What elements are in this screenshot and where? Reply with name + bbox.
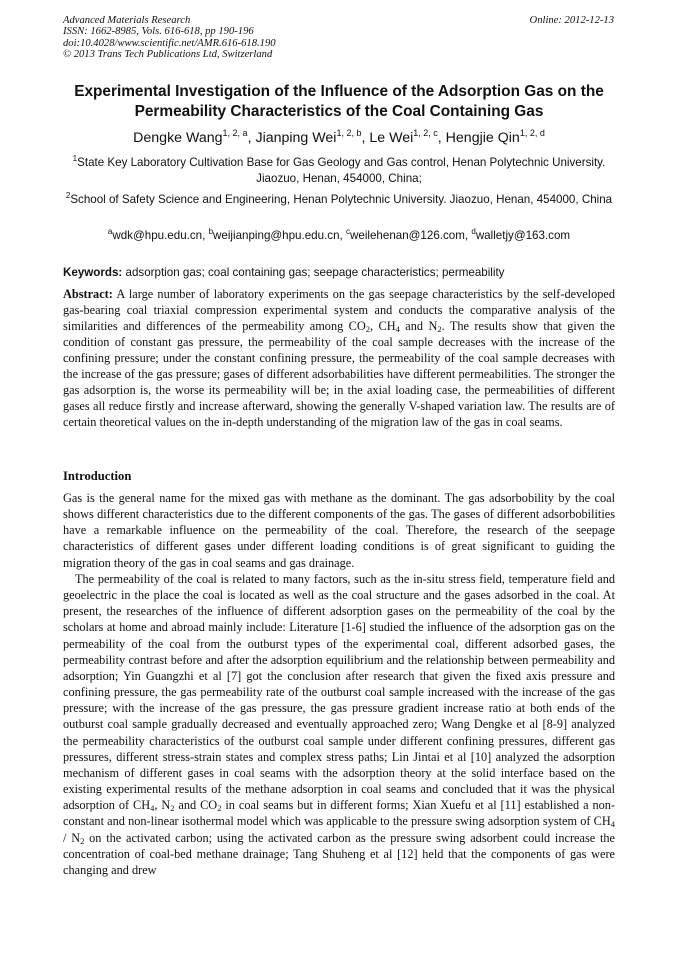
keywords (63, 265, 615, 280)
email-mark: c (346, 227, 350, 236)
email-mark: d (471, 227, 476, 236)
paragraph-text: in coal seams but in different forms; Xian Xuefu et al [11] established a non-constant and non-linear isothermal model which was applicable to the pressure swing adsorption system of CH (63, 798, 616, 829)
author-name: Le Wei (369, 130, 414, 146)
subscript: 2 (217, 803, 222, 814)
paper-title: Experimental Investigation of the Influence of the Adsorption Gas on the Permeability Characteristics of the Coal Containing Gas (74, 83, 604, 120)
abstract-text: and N (399, 319, 438, 333)
journal-name: Advanced Materials Research (63, 15, 191, 26)
section-heading-introduction: Introduction (63, 469, 132, 483)
paragraph-text: , N (154, 798, 171, 813)
journal-header (63, 15, 276, 61)
affil-text: State Key Laboratory Cultivation Base for Gas Geology and Gas control, Henan Polytechnic University. Jiaozuo, Henan, 454000, China; (77, 156, 606, 185)
affil-mark: 2 (65, 191, 71, 200)
abstract-text: , CH (370, 319, 396, 333)
subscript: 4 (610, 819, 615, 830)
paragraph-text: / N (63, 830, 81, 845)
subscript: 2 (437, 324, 442, 334)
author-affil-mark: 1, 2, a (222, 128, 248, 138)
intro-paragraph-2 (63, 571, 615, 878)
subscript: 2 (365, 324, 371, 334)
issn-line: ISSN: 1662-8985, Vols. 616-618, pp 190-196 (63, 26, 254, 38)
email-link[interactable]: weilehenan@126.com (350, 229, 465, 242)
subscript: 4 (150, 803, 155, 814)
abstract-text: . The results show that given the condition of constant gas pressure, the permeability of the coal sample decreases with the increase of the confining pressure; under the constant confining pressure, the permeability of the coal sample decreases with the increase of the gas pressure; gases of different adsorbabilities have different permeabilities. The stronger the gas adsorption is, the worse its permeability will be; in the axial loading case, the permeabilities of different gases all reduce firstly and increase afterward, showing the generally V-shaped variation law. The results are of certain theoretical values on the in-depth understanding of the migration law of the gas in coal seams. (63, 319, 616, 429)
paragraph-text: and CO (174, 798, 218, 813)
affiliation-2 (63, 192, 615, 208)
author-list: Dengke Wang$^{1, 2, a}$, Jianping Wei$^{1, 2, b}$, Le Wei$^{1, 2, c}$, Hengjie Qin$^{1, 2, d}$ (133, 128, 545, 146)
paragraph-text: on the activated carbon; using the activated carbon as the pressure swing adsorbent could increase the concentration of coal-bed methane drainage; Tang Shuheng et al [12] held that the components of gas were changing and drew (63, 830, 616, 877)
abstract-text: A large number of laboratory experiments on the gas seepage characteristics by the self-developed gas-bearing coal triaxial compression experimental system and conducts the comparative analysis of the similarities and differences of the permeability among CO (63, 287, 616, 333)
keywords-text: adsorption gas; coal containing gas; seepage characteristics; permeability (125, 266, 505, 279)
author-affil-mark: 1, 2, b (336, 128, 362, 138)
email-link[interactable]: wdk@hpu.edu.cn (112, 229, 203, 242)
keywords-label: Keywords: (63, 266, 123, 279)
affil-text: School of Safety Science and Engineering, Henan Polytechnic University. Jiaozuo, Henan, 454000, China (70, 193, 613, 206)
abstract (63, 286, 615, 430)
intro-paragraph-1: Gas is the general name for the mixed gas with methane as the dominant. The gas adsorbobility by the coal shows different characteristics due to the different components of the gas. The gases of different adsorbobilities have a remarkable influence on the permeability of the coal. Therefore, the research of the seepage characteristics of different gases under different loading conditions is of great significant to guiding the migration theory of the gas in coal seams and gas drainage. (63, 491, 615, 570)
author-name: Dengke Wang (133, 130, 223, 146)
affiliation-1 (63, 155, 615, 187)
affil-mark: 1 (72, 154, 78, 163)
author-name: Jianping Wei (255, 130, 337, 146)
author-affil-mark: 1, 2, d (519, 128, 545, 138)
email-mark: a (107, 227, 113, 236)
author-name: Hengjie Qin (445, 130, 520, 146)
online-date: Online: 2012-12-13 (529, 15, 614, 26)
email-mark: b (208, 227, 214, 236)
author-affil-mark: 1, 2, c (413, 128, 438, 138)
doi-line: doi:10.4028/www.scientific.net/AMR.616-618.190 (63, 37, 276, 49)
email-list: $^a$wdk@hpu.edu.cn, $^b$weijianping@hpu.edu.cn, $^c$weilehenan@126.com, $^d$walletjy@163.com (107, 227, 571, 242)
subscript: 2 (80, 835, 85, 846)
email-link[interactable]: walletjy@163.com (475, 229, 571, 242)
abstract-label: Abstract: (63, 287, 113, 301)
subscript: 2 (170, 803, 175, 814)
email-link[interactable]: weijianping@hpu.edu.cn (213, 229, 340, 242)
subscript: 4 (395, 324, 400, 334)
copyright-line: © 2013 Trans Tech Publications Ltd, Switzerland (63, 49, 273, 61)
paragraph-text: The permeability of the coal is related to many factors, such as the in-situ stress field, temperature field and geoelectric in the place the coal is located as well as the coal structure and the gases adsorbed in the coal. At present, the researches of the influence of different adsorption gases on the permeability of the coal by the scholars at home and abroad mainly include: Literature [1-6] studied the influence of the adsorption gas on the permeability of the coal from the outburst types of the experimental coal, different adsorbed gases, the permeability contrast before and after the adsorption equilibrium and the relationship between permeability and adsorption; Yin Guangzhi et al [7] got the conclusion after research that given the fixed axis pressure and confining pressure, the gas permeability rate of the outburst coal sample increased with the increase of the gas pressure; with the increase of the gas pressure, the gas pressure gradient increase ratio at both ends of the outburst coal sample gradually decreased and eventually approached zero; Wang Dengke et al [8-9] analyzed the permeability characteristics of the outburst coal sample under different confining pressures, different gas pressures, different stress-strain states and complex stress paths; Lin Jintai et al [10] analyzed the adsorption mechanism of different gases in coal seams with the adsorption theory at the solid interface based on the existing experimental results of the methane adsorption in coal seams and concluded that it was the physical adsorption of CH (63, 572, 615, 813)
